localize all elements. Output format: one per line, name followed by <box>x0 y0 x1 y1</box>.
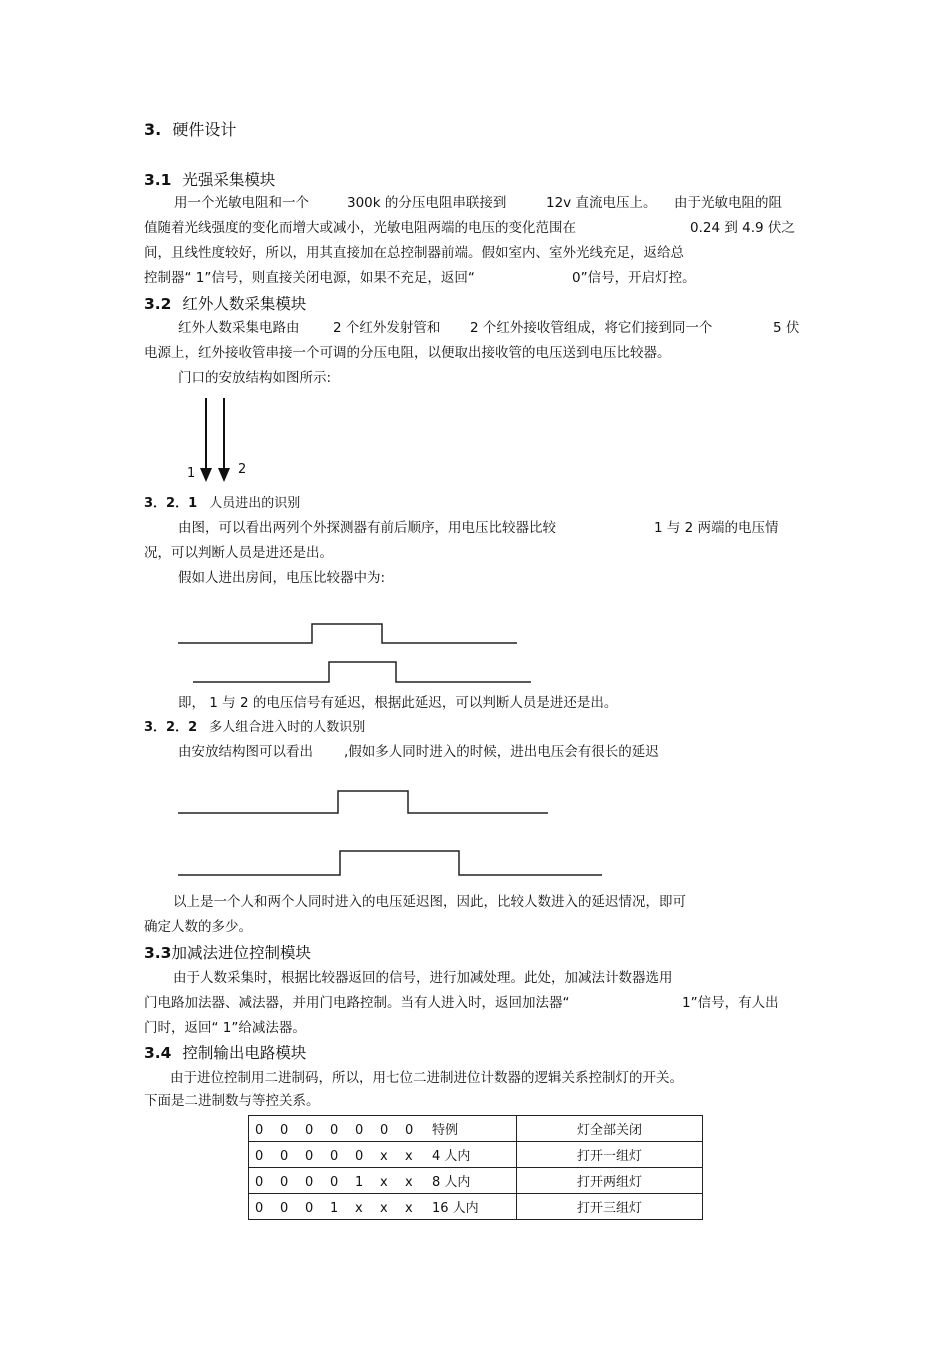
paragraph-text: 由于光敏电阻的阻 <box>674 195 782 211</box>
paragraph-text: 2 个红外发射管和 <box>333 320 441 336</box>
paragraph-text: 值随着光线强度的变化而增大或减小，光敏电阻两端的电压的变化范围在 <box>144 220 576 236</box>
signal-2-waveform <box>178 851 602 875</box>
signal-1-waveform <box>178 791 548 813</box>
bits-cell: 0 0 0 0 1 x x 8 人内 <box>249 1168 517 1194</box>
paragraph-text: 1”信号，有人出 <box>682 995 779 1011</box>
paragraph-text: 0.24 到 4.9 伏之 <box>690 220 795 236</box>
paragraph-text: 300k 的分压电阻串联接到 <box>347 195 507 211</box>
paragraph-text: 门时，返回“ 1”给减法器。 <box>144 1020 306 1036</box>
paragraph-text: 间，且线性度较好，所以，用其直接加在总控制器前端。假如室内、室外光线充足，返给总 <box>144 245 684 261</box>
section-heading-3-1: 3.1 光强采集模块 <box>144 171 276 189</box>
table-row <box>249 1168 703 1194</box>
paragraph-text: 0”信号，开启灯控。 <box>572 270 696 286</box>
arrow-label-2: 2 <box>238 462 247 477</box>
table-row <box>249 1116 703 1142</box>
action-cell: 打开三组灯 <box>517 1194 703 1220</box>
paragraph-text: 下面是二进制数与等控关系。 <box>144 1093 320 1109</box>
paragraph-text: 由于人数采集时，根据比较器返回的信号，进行加减处理。此处，加减法计数器选用 <box>173 970 673 986</box>
paragraph-text: 红外人数采集电路由 <box>178 320 300 336</box>
paragraph-text: 假如人进出房间，电压比较器中为: <box>178 570 386 586</box>
paragraph-text: 由于进位控制用二进制码，所以，用七位二进制进位计数器的逻辑关系控制灯的开关。 <box>170 1070 683 1086</box>
action-cell: 打开一组灯 <box>517 1142 703 1168</box>
paragraph-text: 电源上，红外接收管串接一个可调的分压电阻，以便取出接收管的电压送到电压比较器。 <box>144 345 671 361</box>
paragraph-text: 确定人数的多少。 <box>144 919 252 935</box>
paragraph-text: 门电路加法器、减法器，并用门电路控制。当有人进入时，返回加法器“ <box>144 995 570 1011</box>
paragraph-text: 12v 直流电压上。 <box>546 195 657 211</box>
paragraph-text: 控制器“ 1”信号，则直接关闭电源，如果不充足，返回“ <box>144 270 475 286</box>
paragraph-text: 1 与 2 两端的电压情 <box>654 520 779 536</box>
bits-cell: 0 0 0 0 0 x x 4 人内 <box>249 1142 517 1168</box>
paragraph-text: 2 个红外接收管组成，将它们接到同一个 <box>470 320 713 336</box>
paragraph-text: 门口的安放结构如图所示: <box>178 370 332 386</box>
section-heading-3-4: 3.4 控制输出电路模块 <box>144 1044 307 1062</box>
paragraph-text: 5 伏 <box>773 320 800 336</box>
paragraph-text: 用一个光敏电阻和一个 <box>174 195 309 211</box>
table-row <box>249 1142 703 1168</box>
paragraph-text: ,假如多人同时进入的时候，进出电压会有很长的延迟 <box>344 744 659 760</box>
section-heading-3-3: 3.3加减法进位控制模块 <box>144 944 311 962</box>
paragraph-text: 由图，可以看出两列个外探测器有前后顺序，用电压比较器比较 <box>178 520 556 536</box>
bits-cell: 0 0 0 1 x x x 16 人内 <box>249 1194 517 1220</box>
subsection-heading-3-2-2: 3．2．2 多人组合进入时的人数识别 <box>144 720 366 735</box>
action-cell: 灯全部关闭 <box>517 1116 703 1142</box>
section-heading: 3. 硬件设计 <box>144 120 237 139</box>
paragraph-text: 即， 1 与 2 的电压信号有延迟，根据此延迟，可以判断人员是进还是出。 <box>178 695 618 711</box>
section-heading-3-2: 3.2 红外人数采集模块 <box>144 295 307 313</box>
bits-cell: 0 0 0 0 0 0 0 特例 <box>249 1116 517 1142</box>
table-row <box>249 1194 703 1220</box>
paragraph-text: 由安放结构图可以看出 <box>178 744 313 760</box>
action-cell: 打开两组灯 <box>517 1168 703 1194</box>
paragraph-text: 况，可以判断人员是进还是出。 <box>144 545 333 561</box>
arrow-label-1: 1 <box>187 466 196 481</box>
subsection-heading-3-2-1: 3．2．1 人员进出的识别 <box>144 496 301 511</box>
binary-control-table <box>248 1115 703 1220</box>
paragraph-text: 以上是一个人和两个人同时进入的电压延迟图，因此，比较人数进入的延迟情况，即可 <box>173 894 686 910</box>
